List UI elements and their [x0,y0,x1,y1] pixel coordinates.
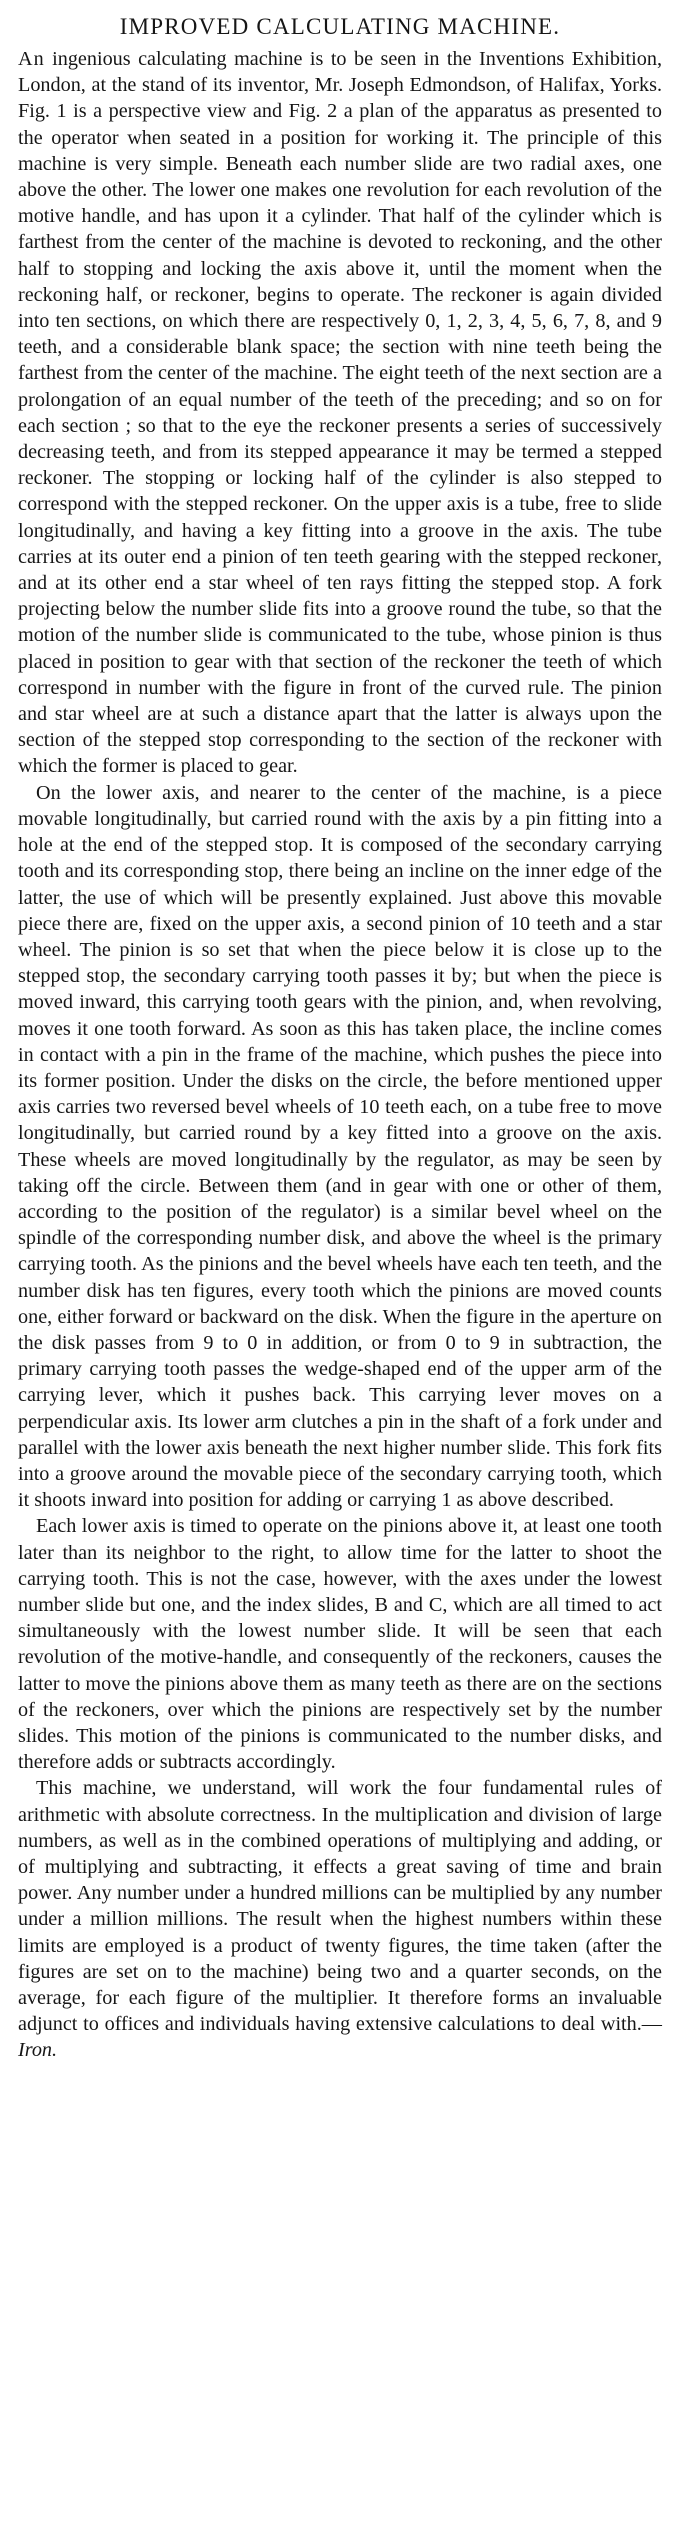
paragraph-1 [18,46,662,780]
paragraph-3 [18,1513,662,1775]
article-title: IMPROVED CALCULATING MACHINE. [119,14,561,39]
paragraph-text: ingenious calculating machine is to be seen in the Inventions Exhibition, London, at the stand of its inventor, Mr. Joseph Edmondson, of Halifax, Yorks. Fig. 1 is a perspective view and Fig. 2 a plan of the apparatus as presented to the operator when seated in a position for working it. The principle of this machine is very simple. Beneath each number slide are two radial axes, one above the other. The lower one makes one revolution for each revolution of the motive handle, and has upon it a cylinder. That half of the cylinder which is farthest from the center of the machine is devoted to reckoning, and the other half to stopping and locking the axis above it, until the moment when the reckoning half, or reckoner, begins to operate. The reckoner is again divided into ten sections, on which there are respectively 0, 1, 2, 3, 4, 5, 6, 7, 8, and 9 teeth, and a considerable blank space; the section with nine teeth being the farthest from the center of the machine. The eight teeth of the next section are a prolongation of an equal number of the teeth of the preceding; and so on for each section ; so that to the eye the reckoner presents a series of successively decreasing teeth, and from its stepped appearance it may be termed a stepped reckoner. The stopping or locking half of the cylinder is also stepped to correspond with the stepped reckoner. On the upper axis is a tube, free to slide longitudinally, and having a key fitting into a groove in the axis. The tube carries at its outer end a pinion of ten teeth gearing with the stepped reckoner, and at its other end a star wheel of ten rays fitting the stepped stop. A fork projecting below the number slide fits into a groove round the tube, so that the motion of the number slide is communicated to the tube, whose pinion is thus placed in position to gear with that section of the reckoner the teeth of which correspond in number with the figure in front of the curved rule. The pinion and star wheel are at such a distance apart that the latter is always upon the section of the stepped stop corresponding to the section of the reckoner with which the former is placed to gear. [18,48,662,778]
paragraph-2 [18,780,662,1514]
paragraph-text: Each lower axis is timed to operate on the pinions above it, at least one tooth later than its neighbor to the right, to allow time for the latter to shoot the carrying tooth. This is not the case, however, with the axes under the lowest number slide but one, and the index slides, B and C, which are all timed to act simultaneously with the lowest number slide. It will be seen that each revolution of the motive-handle, and consequently of the reckoners, causes the latter to move the pinions above them as many teeth as there are on the sections of the reckoners, over which the pinions are respectively set by the number slides. This motion of the pinions is communicated to the number disks, and therefore adds or subtracts accordingly. [18,1515,662,1774]
paragraph-4 [18,1775,662,2063]
paragraph-text: On the lower axis, and nearer to the center of the machine, is a piece movable longitudinally, but carried round with the axis by a pin fitting into a hole at the end of the stepped stop. It is composed of the secondary carrying tooth and its corresponding stop, there being an incline on the inner edge of the latter, the use of which will be presently explained. Just above this movable piece there are, fixed on the upper axis, a second pinion of 10 teeth and a star wheel. The pinion is so set that when the piece below it is close up to the stepped stop, the secondary carrying tooth passes it by; but when the piece is moved inward, this carrying tooth gears with the pinion, and, when revolving, moves it one tooth forward. As soon as this has taken place, the incline comes in contact with a pin in the frame of the machine, which pushes the piece into its former position. Under the disks on the circle, the before mentioned upper axis carries two reversed bevel wheels of 10 teeth each, on a tube free to move longitudinally, but carried round by a key fitted into a groove on the axis. These wheels are moved longitudinally by the regulator, as may be seen by taking off the circle. Between them (and in gear with one or other of them, according to the position of the regulator) is a similar bevel wheel on the spindle of the corresponding number disk, and above the wheel is the primary carrying tooth. As the pinions and the bevel wheels have each ten teeth, and the number disk has ten figures, every tooth which the pinions are moved counts one, either forward or backward on the disk. When the figure in the aperture on the disk passes from 9 to 0 in addition, or from 0 to 9 in subtraction, the primary carrying tooth passes the wedge-shaped end of the upper arm of the carrying lever, which it pushes back. This carrying lever moves on a perpendicular axis. Its lower arm clutches a pin in the shaft of a fork under and parallel with the lower axis beneath the next higher number slide. This fork fits into a groove around the movable piece of the secondary carrying tooth, which it shoots inward into position for adding or carrying 1 as above described. [18,781,662,1512]
source-attribution: Iron. [18,2039,58,2062]
paragraph-lead-word: An [18,48,45,70]
paragraph-text: This machine, we understand, will work the four fundamental rules of arithmetic with absolute correctness. In the multiplication and division of large numbers, as well as in the combined operations of multiplying and adding, or of multiplying and subtracting, it effects a great saving of time and brain power. Any number under a hundred millions can be multiplied by any number under a million millions. The result when the highest numbers within these limits are employed is a product of twenty figures, the time taken (after the figures are set on to the machine) being two and a quarter seconds, on the average, for each figure of the multiplier. It therefore forms an invaluable adjunct to offices and individuals having extensive calculations to deal with.— [18,1777,662,2036]
